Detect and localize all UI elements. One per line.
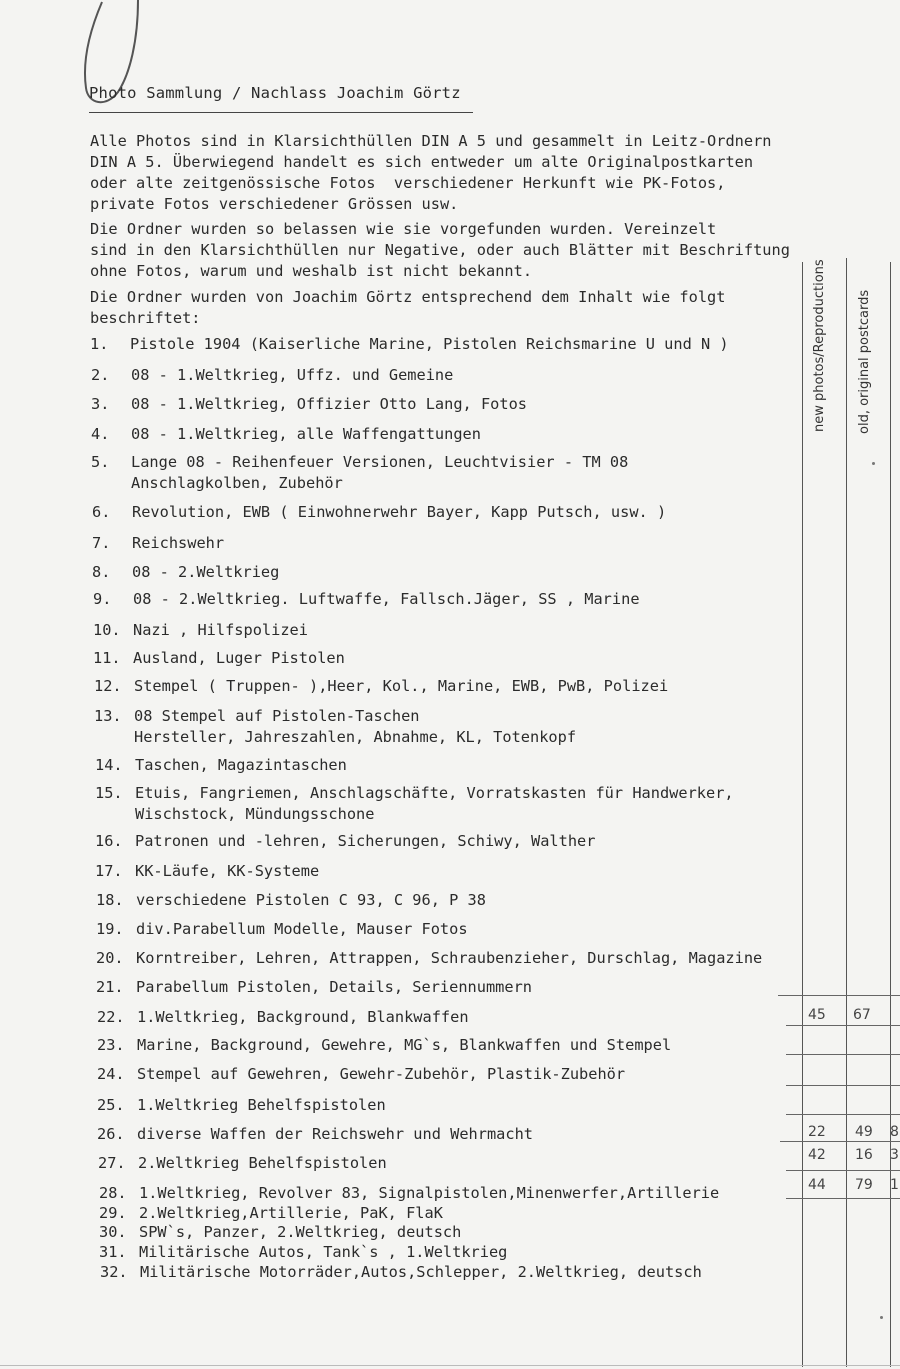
list-item: 7. Reichswehr [92,534,225,552]
table-row-line [786,1198,900,1199]
table-row-line [778,995,900,996]
list-item: 16. Patronen und -lehren, Sicherungen, Schiwy, Walther [95,832,596,850]
column-header-old-postcards: old, original postcards [857,289,872,434]
list-item: 10. Nazi , Hilfspolizei [93,621,308,639]
table-cell: 22 [808,1124,826,1140]
list-item: 24. Stempel auf Gewehren, Gewehr-Zubehör, Plastik-Zubehör [97,1065,626,1083]
table-row-line [780,1141,900,1142]
table-row-line [786,1085,900,1086]
list-item: 30. SPW`s, Panzer, 2.Weltkrieg, deutsch [99,1223,462,1241]
list-item: 31. Militärische Autos, Tank`s , 1.Weltkrieg [99,1243,508,1261]
list-item: 21. Parabellum Pistolen, Details, Seriennummern [96,978,533,996]
table-column-line-1 [802,262,803,1367]
column-header-new-photos: new photos/Reproductions [812,259,827,432]
list-item: 1. Pistole 1904 (Kaiserliche Marine, Pistolen Reichsmarine U und N ) [90,335,729,353]
list-item: 26. diverse Waffen der Reichswehr und Wehrmacht [97,1125,534,1143]
list-item: 2. 08 - 1.Weltkrieg, Uffz. und Gemeine [91,366,454,384]
list-item: 8. 08 - 2.Weltkrieg [92,563,280,581]
list-item: 22. 1.Weltkrieg, Background, Blankwaffen [97,1008,469,1026]
table-column-line-3 [890,262,891,1367]
list-item: 11. Ausland, Luger Pistolen [93,649,345,667]
table-cell: 79 [855,1177,873,1193]
table-row-line [786,1114,900,1115]
table-row-line [786,1054,900,1055]
intro-paragraph-2: Die Ordner wurden so belassen wie sie vorgefunden wurden. Vereinzelt sind in den Klarsichthüllen nur Negative, oder auch Blätter mit Beschriftung ohne Fotos, warum und weshalb ist nicht bekannt. [90,220,790,280]
list-item: 5. Lange 08 - Reihenfeuer Versionen, Leuchtvisier - TM 08 Anschlagkolben, Zubehör [91,453,629,492]
list-item: 14. Taschen, Magazintaschen [95,756,347,774]
intro-paragraph-1: Alle Photos sind in Klarsichthüllen DIN A 5 und gesammelt in Leitz-Ordnern DIN A 5. Überwiegend handelt es sich entweder um alte Originalpostkarten oder alte zeitgenössische Fotos verschiedener Herkunft wie PK-Fotos, private Fotos verschiedener Grössen usw. [90,132,772,213]
list-item: 18. verschiedene Pistolen C 93, C 96, P 38 [96,891,486,909]
list-item: 13. 08 Stempel auf Pistolen-Taschen Hersteller, Jahreszahlen, Abnahme, KL, Totenkopf [94,707,577,746]
page-edge-line [0,1365,900,1366]
table-cell: 49 [855,1124,873,1140]
table-cell: 16 [855,1147,873,1163]
list-item: 25. 1.Weltkrieg Behelfspistolen [97,1096,386,1114]
list-item: 27. 2.Weltkrieg Behelfspistolen [98,1154,387,1172]
document-title: Photo Sammlung / Nachlass Joachim Görtz [89,84,461,102]
table-cell: 8 [890,1124,899,1140]
title-underline [89,112,473,113]
table-cell: 3 [890,1147,899,1163]
list-item: 28. 1.Weltkrieg, Revolver 83, Signalpistolen,Minenwerfer,Artillerie [99,1184,720,1202]
table-row-line [786,1170,900,1171]
list-item: 20. Korntreiber, Lehren, Attrappen, Schraubenzieher, Durschlag, Magazine [96,949,763,967]
table-cell: 1 [890,1177,899,1193]
list-item: 29. 2.Weltkrieg,Artillerie, PaK, FlaK [99,1204,443,1222]
table-cell: 42 [808,1147,826,1163]
list-item: 3. 08 - 1.Weltkrieg, Offizier Otto Lang, Fotos [91,395,528,413]
table-cell: 44 [808,1177,826,1193]
scan-speck [880,1316,883,1319]
table-column-line-2 [846,258,847,1367]
table-row-line [786,1025,900,1026]
table-cell: 45 [808,1007,826,1023]
list-item: 15. Etuis, Fangriemen, Anschlagschäfte, Vorratskasten für Handwerker, Wischstock, Mündungsschone [95,784,734,823]
list-item: 6. Revolution, EWB ( Einwohnerwehr Bayer, Kapp Putsch, usw. ) [92,503,667,521]
list-item: 19. div.Parabellum Modelle, Mauser Fotos [96,920,468,938]
table-cell: 67 [853,1007,871,1023]
list-item: 12. Stempel ( Truppen- ),Heer, Kol., Marine, EWB, PwB, Polizei [94,677,669,695]
list-item: 32. Militärische Motorräder,Autos,Schlepper, 2.Weltkrieg, deutsch [100,1263,702,1281]
list-item: 4. 08 - 1.Weltkrieg, alle Waffengattungen [91,425,481,443]
paper-clip-icon [60,0,150,120]
intro-paragraph-3: Die Ordner wurden von Joachim Görtz entsprechend dem Inhalt wie folgt beschriftet: [90,288,726,327]
scan-speck [872,462,875,465]
list-item: 9. 08 - 2.Weltkrieg. Luftwaffe, Fallsch.Jäger, SS , Marine [93,590,640,608]
list-item: 23. Marine, Background, Gewehre, MG`s, Blankwaffen und Stempel [97,1036,672,1054]
list-item: 17. KK-Läufe, KK-Systeme [95,862,320,880]
